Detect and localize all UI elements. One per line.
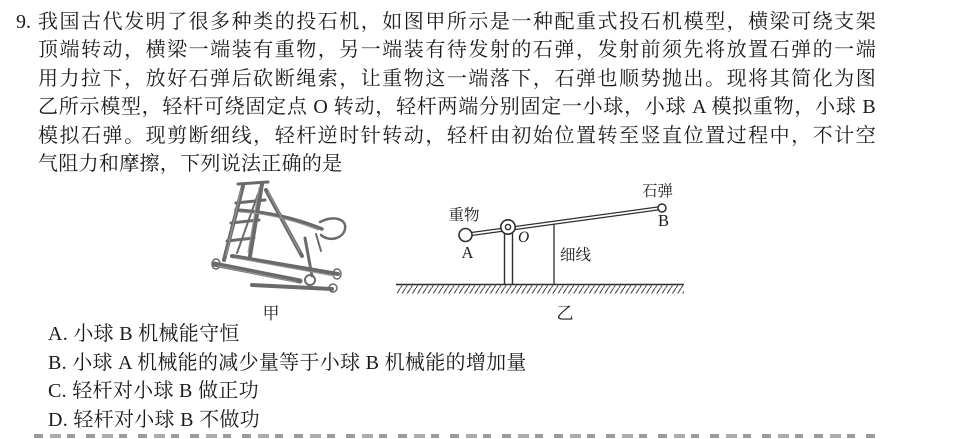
ball-a [459,229,472,242]
clipped-next-line-fragment [34,434,880,438]
lever-diagram [388,175,700,323]
ball-b-label: B [657,211,670,230]
pivot-o [501,220,515,234]
question-text-line-1: 我国古代发明了很多种类的投石机，如图甲所示是一种配重式投石机模型，横梁可绕支架 [38,11,876,33]
string-label: 细线 [560,247,592,264]
light-rod [465,206,662,236]
option-b: B. 小球 A 机械能的减少量等于小球 B 机械能的增加量 [48,351,527,374]
question-number: 9. [16,11,31,33]
pivot-label: O [518,229,530,246]
trebuchet-sketch [205,178,355,302]
ball-a-label: A [461,243,474,262]
question-text-line-3: 用力拉下，放好石弹后砍断绳索，让重物这一端落下，石弹也顺势抛出。现将其简化为图 [38,67,876,90]
question-text-line-2: 顶端转动，横梁一端装有重物，另一端装有待发射的石弹，发射前须先将放置石弹的一端 [38,39,876,62]
option-d: D. 轻杆对小球 B 不做功 [48,409,260,432]
ground-hatching [397,286,684,294]
question-text-line-6: 气阻力和摩擦，下列说法正确的是 [38,152,343,175]
option-a: A. 小球 B 机械能守恒 [48,323,240,345]
pivot-stand [505,234,513,285]
figure-jia-caption: 甲 [262,304,280,323]
answer-options [48,320,748,435]
figure-yi-caption: 乙 [556,304,574,323]
question-text-line-5: 模拟石弹。现剪断细线，轻杆逆时针转动，轻杆由初始位置转至竖直位置过程中，不计空 [38,124,876,147]
question-text-line-4: 乙所示模型，轻杆可绕固定点 O 转动，轻杆两端分别固定一小球，小球 A 模拟重物，小球 B [38,96,876,119]
weight-label: 重物 [448,207,480,224]
question-text [38,8,876,178]
stone-label: 石弹 [641,183,674,200]
option-c: C. 轻杆对小球 B 做正功 [48,380,259,403]
